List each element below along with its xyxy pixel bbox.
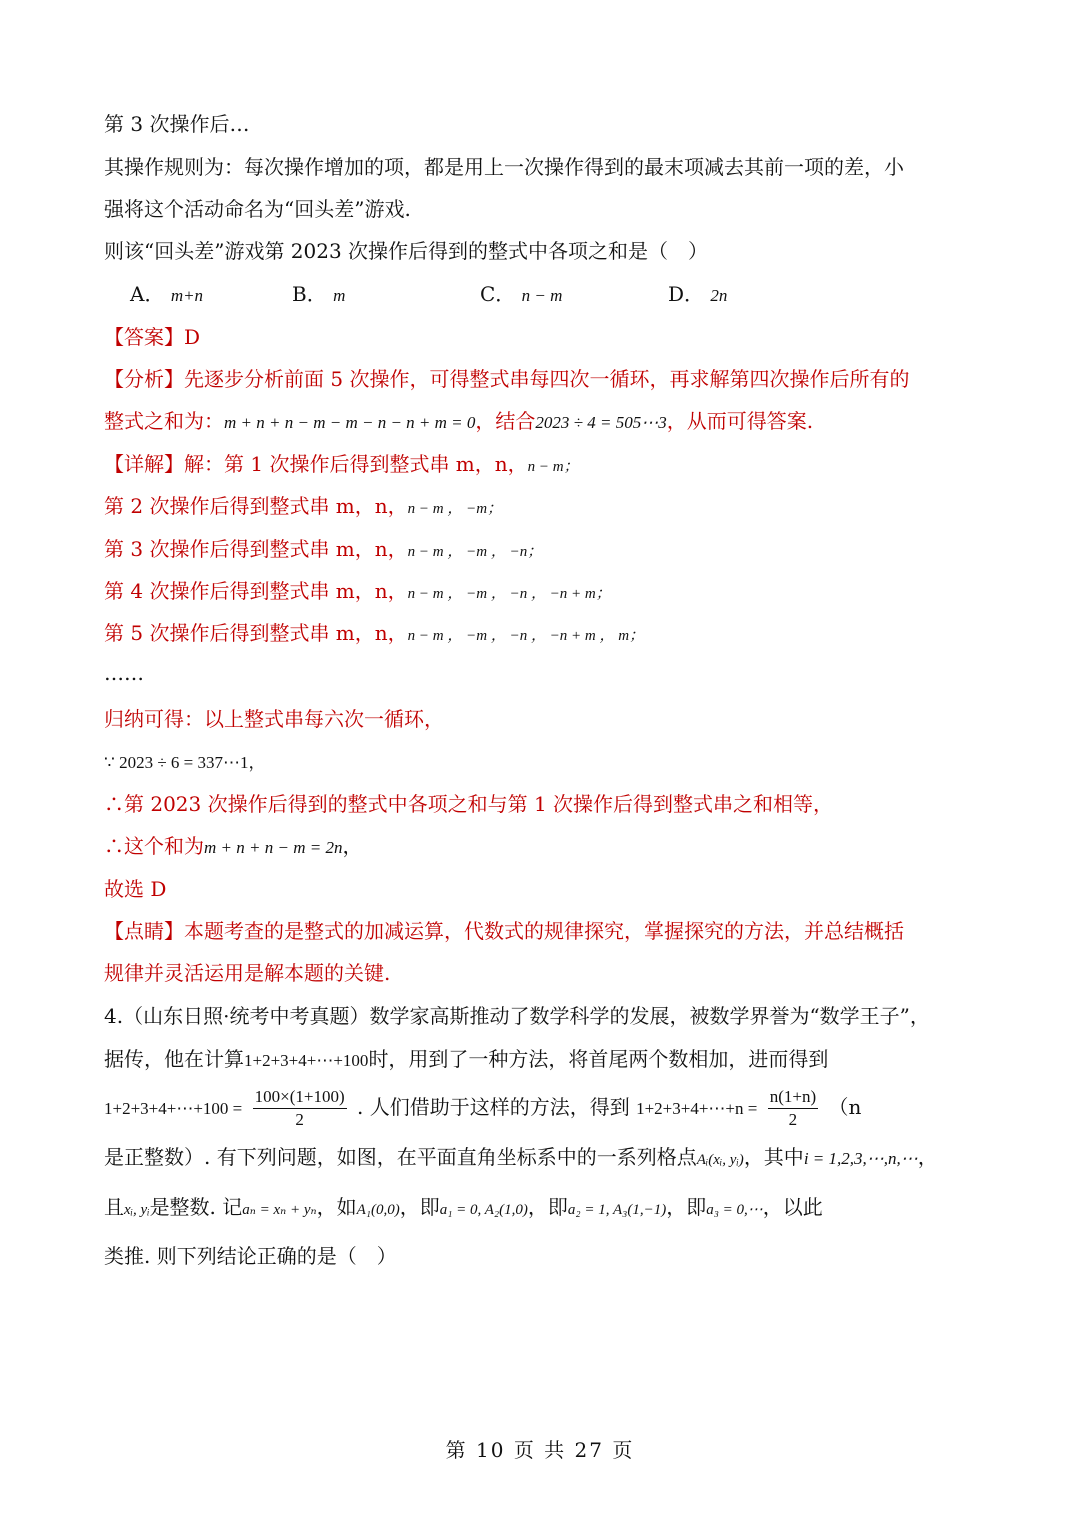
- page-footer: 第 10 页 共 27 页: [445, 1438, 635, 1462]
- question-4-line: 且xᵢ, yᵢ是整数. 记aₙ = xₙ + yₙ，如A₁(0,0)，即a₁ = 0, A₂(1,0)，即a₂ = 1, A₃(1,−1)，即a₃ = 0,⋯，以此: [104, 1195, 823, 1219]
- option-c: C． n − m: [480, 282, 563, 306]
- comment-line: 规律并灵活运用是解本题的关键.: [104, 961, 391, 985]
- option-a: A． m+n: [130, 282, 204, 306]
- detail-line: 第 2 次操作后得到整式串 m，n，n − m ， −m；: [104, 494, 503, 518]
- analysis-line: 整式之和为：m + n + n − m − m − n − n + m = 0，结合2023 ÷ 4 = 505⋯3，从而可得答案.: [104, 409, 814, 433]
- option-b: B． m: [292, 282, 346, 306]
- analysis-line: 【分析】先逐步分析前面 5 次操作，可得整式串每四次一循环，再求解第四次操作后所有的: [104, 367, 910, 391]
- question-4-line: 类推. 则下列结论正确的是（ ）: [104, 1244, 397, 1268]
- induction-line: ∵ 2023 ÷ 6 = 337⋯1，: [104, 753, 266, 772]
- option-d: D． 2n: [668, 282, 728, 306]
- text-line: 其操作规则为：每次操作增加的项，都是用上一次操作得到的最末项减去其前一项的差，小: [104, 155, 904, 179]
- question-4-line: 1+2+3+4+⋯+100 = $\frac{100\times(1+100)}{2}$ . 人们借助于这样的方法，得到 1+2+3+4+⋯+n = $\frac{n(1+n)}{2}$ （n: [104, 1087, 862, 1129]
- fraction: $\frac{100\times(1+100)}{2}$: [254, 1087, 345, 1129]
- induction-line: ∴第 2023 次操作后得到的整式中各项之和与第 1 次操作后得到整式串之和相等，: [104, 792, 834, 816]
- induction-line: 归纳可得：以上整式串每六次一循环，: [104, 707, 444, 731]
- question-4-title: 4.（山东日照·统考中考真题）数学家高斯推动了数学科学的发展，被数学界誉为“数学王子”，: [104, 1004, 930, 1028]
- comment-line: 【点睛】本题考查的是整式的加减运算，代数式的规律探究，掌握探究的方法，并总结概括: [104, 919, 904, 943]
- fraction: $\frac{n(1+n)}{2}$: [769, 1087, 817, 1129]
- induction-line: 故选 D: [104, 877, 167, 901]
- question-4-line: 据传，他在计算1+2+3+4+⋯+100时，用到了一种方法，将首尾两个数相加，进而得到: [104, 1047, 829, 1071]
- question-stem: 则该“回头差”游戏第 2023 次操作后得到的整式中各项之和是（ ）: [104, 239, 709, 263]
- question-4-line: 是正整数）. 有下列问题，如图，在平面直角坐标系中的一系列格点Aᵢ(xᵢ, yᵢ)，其中i = 1,2,3,⋯,n,⋯，: [104, 1145, 938, 1169]
- answer: 【答案】D: [104, 325, 201, 349]
- ellipsis: ……: [104, 661, 144, 685]
- text-line: 强将这个活动命名为“回头差”游戏.: [104, 197, 411, 221]
- detail-line: 【详解】解：第 1 次操作后得到整式串 m，n，n − m；: [104, 452, 579, 476]
- text-line: 第 3 次操作后…: [104, 112, 250, 136]
- detail-line: 第 5 次操作后得到整式串 m，n，n − m ， −m ， −n ， −n + m ， m；: [104, 621, 645, 645]
- induction-line: ∴这个和为m + n + n − m = 2n，: [104, 834, 363, 858]
- detail-line: 第 4 次操作后得到整式串 m，n，n − m ， −m ， −n ， −n + m；: [104, 579, 611, 603]
- detail-line: 第 3 次操作后得到整式串 m，n，n − m ， −m ， −n；: [104, 537, 543, 561]
